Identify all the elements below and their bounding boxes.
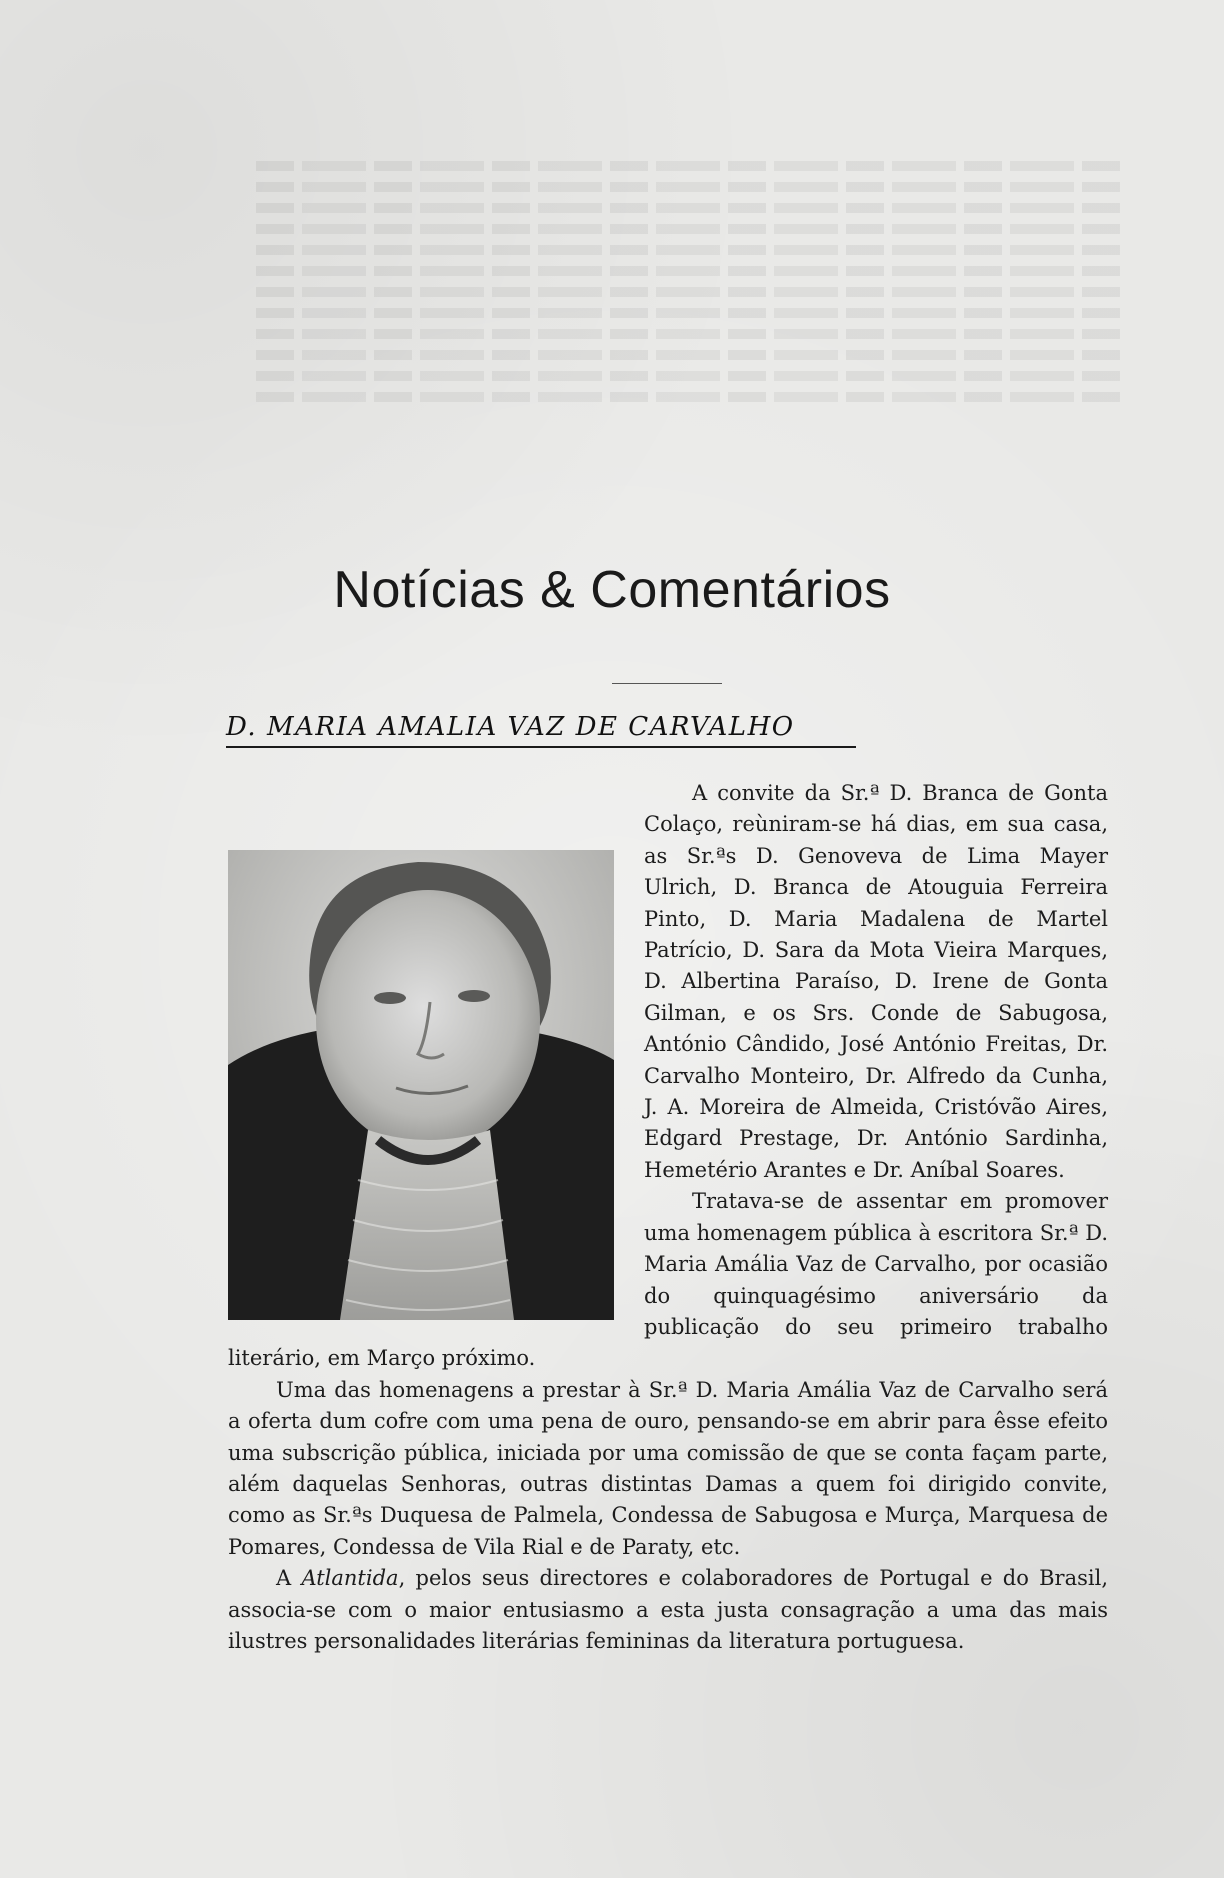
article-title: D. MARIA AMALIA VAZ DE CARVALHO [226,712,856,748]
closing-prefix: A [276,1566,302,1591]
heading-divider [612,683,722,684]
article-paragraph-1: A convite da Sr.ª D. Branca de Gonta Colaço, reùniram-se há dias, em sua casa, as Sr.ªs D. Genoveva de Lima Mayer Ulrich, D. Branca de Atouguia Ferreira Pinto, D. Maria Madalena de Martel Patrício, D. Sara da Mota Vieira Marques, D. Albertina Paraíso, D. Irene de Gonta Gilman, e os Srs. Conde de Sabugosa, António Cândido, José António Freitas, Dr. Carvalho Monteiro, Dr. Alfredo da Cunha, J. A. Moreira de Almeida, Cristóvão Aires, Edgard Prestage, Dr. António Sardinha, Hemetério Arantes e Dr. Aníbal Soares. [644,781,1108,1182]
page-heading: Notícias & Comentários [333,561,891,619]
publication-name: Atlantida [301,1566,399,1591]
portrait-photo-icon [228,850,614,1320]
closing-suffix: , pelos seus directores e colaboradores de Portugal e do Brasil, associa-se com o maior entusiasmo a esta justa consagração a uma das mais ilustres personalidades literárias femininas da literatura portuguesa. [228,1566,1109,1653]
page-bleed-through [250,150,1120,413]
article-closing-paragraph [228,1563,1108,1657]
article-paragraph-3: Uma das homenagens a prestar à Sr.ª D. Maria Amália Vaz de Carvalho será a oferta dum cofre com uma pena de ouro, pensando-se em abrir para êsse efeito uma subscrição pública, iniciada por uma comissão de que se conta façam parte, além daquelas Senhoras, outras distintas Damas a quem foi dirigido convite, como as Sr.ªs Duquesa de Palmela, Condessa de Sabugosa e Murça, Marquesa de Pomares, Condessa de Vila Rial e de Paraty, etc. [228,1377,1108,1559]
article-body [228,778,1108,1657]
article-paragraph-2: Tratava-se de assentar em promover uma homenagem pública à escritora Sr.ª D. Maria Amália Vaz de Carvalho, por ocasião do quinquagésimo aniversário da publicação do seu primeiro trabalho literário, em Março próximo. [228,1189,1108,1371]
portrait-photo [228,850,614,1320]
